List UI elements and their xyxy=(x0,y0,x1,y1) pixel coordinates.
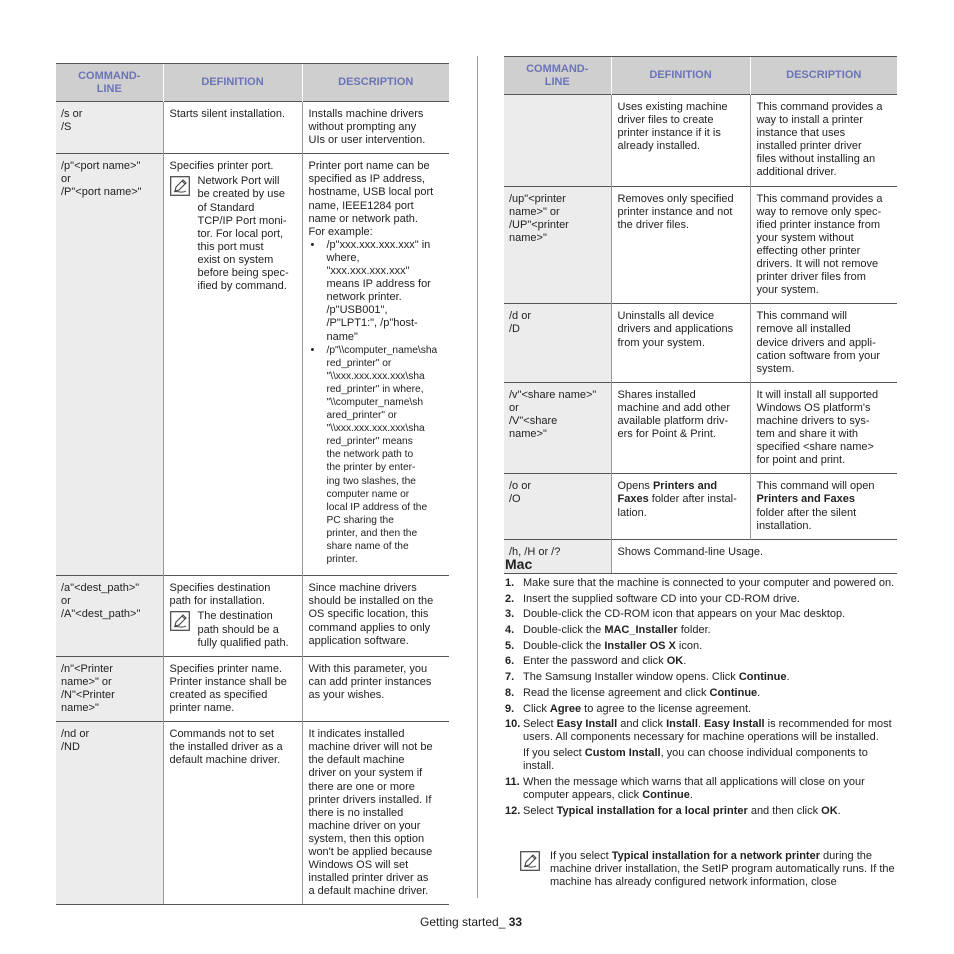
description-text: effecting other printer xyxy=(756,244,861,257)
description-cell xyxy=(750,186,897,304)
command-text: /S xyxy=(61,121,72,134)
note-text: tor. For local port, xyxy=(197,227,284,240)
definition-cell xyxy=(163,656,302,721)
command-text: /N"<Printer xyxy=(61,688,115,701)
description-text: application software. xyxy=(308,634,409,647)
description-text: Since machine drivers xyxy=(308,582,417,595)
mac-step xyxy=(505,655,897,668)
definition-text: path for installation. xyxy=(169,595,265,608)
step-number: 11. xyxy=(505,776,520,789)
definition-cell xyxy=(163,154,302,576)
note-text: If you select Typical installation for a network printer during the machine driver installation, the SetIP program automatically runs. If the machine has already configured network information, close xyxy=(550,850,895,889)
description-cell xyxy=(750,304,897,382)
definition-text: Specifies printer name. xyxy=(169,662,282,675)
command-text: /a"<dest_path>" xyxy=(61,582,140,595)
description-text: Printer port name can be xyxy=(308,160,430,173)
header-text: COMMAND- xyxy=(78,69,141,82)
definition-cell xyxy=(611,304,750,382)
definition-text: Specifies destination xyxy=(169,582,271,595)
example-text: means IP address for xyxy=(326,278,431,291)
note-text: The destination xyxy=(197,610,273,623)
table-row xyxy=(56,722,449,905)
command-text: /nd or xyxy=(61,728,90,741)
description-text: It will install all supported xyxy=(756,388,879,401)
example-text: where, xyxy=(326,251,360,264)
command-text: /D xyxy=(509,323,520,336)
example-text: red_printer" means xyxy=(326,436,413,448)
example-text: • /p"xxx.xxx.xxx.xxx" in xyxy=(326,238,431,251)
header-definition xyxy=(611,57,750,95)
table-row xyxy=(56,576,449,656)
command-text: /ND xyxy=(61,741,80,754)
example-text: red_printer" in where, xyxy=(326,383,424,395)
command-text: name>" xyxy=(509,231,547,244)
header-text: COMMAND- xyxy=(526,62,589,75)
table-header-row xyxy=(504,57,897,95)
mac-step xyxy=(505,624,897,637)
step-text: Click Agree to agree to the license agreement. xyxy=(523,702,752,715)
description-text: OS specific location, this xyxy=(308,608,429,621)
step-text: When the message which warns that all applications will close on your computer appears, click Continue. xyxy=(523,776,865,802)
description-text: way to remove only spec- xyxy=(756,205,882,218)
text-line: Opens Printers and xyxy=(617,480,718,493)
definition-cell xyxy=(611,186,750,304)
page-footer xyxy=(420,915,522,929)
step-number: 7. xyxy=(505,671,515,684)
example-text: printer. xyxy=(326,554,358,566)
command-cell xyxy=(56,576,163,656)
header-text: DEFINITION xyxy=(201,76,264,88)
description-text: a default machine driver. xyxy=(308,885,429,898)
description-text: additional driver. xyxy=(756,166,837,179)
header-description xyxy=(302,64,449,102)
description-text: UIs or user intervention. xyxy=(308,134,426,147)
step-text: Insert the supplied software CD into your CD-ROM drive. xyxy=(523,592,800,605)
definition-text: Uses existing machine xyxy=(617,101,728,113)
table-row xyxy=(504,95,897,187)
description-text: This command provides a xyxy=(756,101,883,113)
step-text: Make sure that the machine is connected to your computer and powered on. xyxy=(523,577,895,589)
note-pencil-icon xyxy=(170,611,190,631)
description-text: your system without xyxy=(756,231,854,244)
command-text: /d or xyxy=(509,310,532,323)
mac-step xyxy=(505,577,897,590)
example-text: • /p"\\computer_name\sha xyxy=(326,344,438,356)
description-text: printer drivers installed. If xyxy=(308,793,432,806)
description-text: there is no installed xyxy=(308,806,404,819)
definition-text: default machine driver. xyxy=(169,754,281,767)
table-row xyxy=(56,656,449,721)
command-text: name>" or xyxy=(509,205,560,218)
step-text: Read the license agreement and click Continue. xyxy=(523,686,761,699)
description-text: machine driver will not be xyxy=(308,741,433,754)
example-text: the network path to xyxy=(326,449,414,461)
header-command-line xyxy=(504,57,611,95)
table-header-row xyxy=(56,64,449,102)
text-line: Faxes folder after instal- xyxy=(617,493,737,506)
table-row xyxy=(56,102,449,154)
step-number: 2. xyxy=(505,592,515,605)
note-text: ified by command. xyxy=(197,280,287,293)
command-cell xyxy=(504,304,611,382)
command-text: /h, /H or /? xyxy=(509,545,561,558)
command-cell xyxy=(504,95,611,187)
description-text: way to install a printer xyxy=(756,114,863,127)
command-text: /n"<Printer xyxy=(61,662,113,675)
header-text: DEFINITION xyxy=(649,69,712,81)
description-text: can add printer instances xyxy=(308,675,432,688)
command-text: name>" xyxy=(61,702,99,715)
step-number: 1. xyxy=(505,577,515,589)
example-text: "\\computer_name\sh xyxy=(326,396,423,408)
description-text: without prompting any xyxy=(308,121,417,134)
definition-cell xyxy=(611,474,750,539)
example-text: red_printer" or xyxy=(326,357,392,369)
mac-step xyxy=(505,776,897,802)
example-text: network printer. xyxy=(326,291,402,304)
note-text: Network Port will xyxy=(197,175,280,188)
description-text: specified <share name> xyxy=(756,441,874,454)
mac-step xyxy=(505,593,897,606)
mac-step xyxy=(505,718,897,773)
header-text: DESCRIPTION xyxy=(338,76,414,88)
definition-cell xyxy=(163,102,302,154)
step-number: 9. xyxy=(505,702,515,715)
definition-text: printer instance if it is xyxy=(617,127,721,140)
text-line: lation. xyxy=(617,506,647,519)
network-printer-note xyxy=(520,850,900,889)
description-text: drivers. It will not remove xyxy=(756,258,879,271)
definition-text: the driver files. xyxy=(617,218,690,231)
definition-text: printer name. xyxy=(169,702,235,715)
step-number: 12. xyxy=(505,804,521,817)
description-text: for point and print. xyxy=(756,454,846,467)
definition-text: printer instance and not xyxy=(617,205,733,218)
header-text: DESCRIPTION xyxy=(786,69,862,81)
command-text: /p"<port name>" xyxy=(61,160,141,173)
definition-text: Starts silent installation. xyxy=(169,108,286,120)
command-cell xyxy=(504,186,611,304)
description-text: there are one or more xyxy=(308,780,415,793)
definition-text: already installed. xyxy=(617,140,701,153)
description-text: name, IEEE1284 port xyxy=(308,199,414,212)
step-text: Double-click the Installer OS X icon. xyxy=(523,639,703,652)
example-text: ing two slashes, the xyxy=(326,475,416,487)
note-text: fully qualified path. xyxy=(197,636,289,649)
command-text: name>" or xyxy=(61,675,112,688)
description-text: should be installed on the xyxy=(308,595,434,608)
mac-step xyxy=(505,608,897,621)
command-text: or xyxy=(61,173,71,186)
command-text: /s or xyxy=(61,108,83,120)
example-text: /P"LPT1:", /p"host- xyxy=(326,317,418,330)
mac-step xyxy=(505,805,897,818)
mac-heading: Mac xyxy=(505,556,533,572)
step-text: Select Easy Install and click Install. Easy Install is recommended for most users. All components necessary for machine operations will be installed. xyxy=(523,718,892,744)
step-number: 5. xyxy=(505,639,515,652)
description-cell xyxy=(302,722,449,905)
command-text: /A"<dest_path>" xyxy=(61,608,141,621)
description-text: It indicates installed xyxy=(308,728,405,741)
example-list xyxy=(309,239,444,566)
description-text: Installs machine drivers xyxy=(308,108,424,120)
definition-text: Shows Command-line Usage. xyxy=(617,545,764,558)
command-text: /v"<share name>" xyxy=(509,388,597,401)
description-text: device drivers and appli- xyxy=(756,336,876,349)
footer-section: Getting started_ xyxy=(420,915,509,929)
definition-text: Specifies printer port. xyxy=(169,160,274,173)
definition-note xyxy=(170,175,296,293)
definition-text: the installed driver as a xyxy=(169,741,283,754)
text-line: installation. xyxy=(756,519,812,532)
description-text: machine drivers to sys- xyxy=(756,414,870,427)
definition-text: Removes only specified xyxy=(617,192,734,205)
example-text: "xxx.xxx.xxx.xxx" xyxy=(326,265,410,278)
description-text: the default machine xyxy=(308,754,405,767)
description-cell xyxy=(750,382,897,474)
example-text: local IP address of the xyxy=(326,501,428,513)
note-text: exist on system xyxy=(197,253,274,266)
command-cell xyxy=(56,154,163,576)
note-pencil-icon xyxy=(170,176,190,196)
description-text: installed printer driver xyxy=(756,140,862,153)
description-text: cation software from your xyxy=(756,349,880,362)
note-text: be created by use xyxy=(197,188,285,201)
description-text: For example: xyxy=(308,225,373,238)
step-number: 6. xyxy=(505,655,515,668)
definition-text: machine and add other xyxy=(617,401,731,414)
example-text: "\\xxx.xxx.xxx.xxx\sha xyxy=(326,370,425,382)
header-text: LINE xyxy=(544,75,570,88)
step-number: 4. xyxy=(505,624,515,637)
example-item xyxy=(309,239,444,344)
table-row xyxy=(504,304,897,382)
definition-text: available platform driv- xyxy=(617,414,729,427)
step-text: Double-click the CD-ROM icon that appears on your Mac desktop. xyxy=(523,608,846,621)
example-text: /p"USB001", xyxy=(326,304,388,317)
description-text: tem and share it with xyxy=(756,428,858,441)
note-text: of Standard xyxy=(197,201,255,214)
step-text: Double-click the MAC_Installer folder. xyxy=(523,624,711,637)
description-text: printer driver files from xyxy=(756,271,866,284)
definition-text: Uninstalls all device xyxy=(617,310,715,323)
description-text: system. xyxy=(756,362,795,375)
description-text: With this parameter, you xyxy=(308,662,428,675)
table-row xyxy=(504,474,897,539)
description-cell xyxy=(302,102,449,154)
text-line: This command will open xyxy=(756,480,875,493)
note-text: before being spec- xyxy=(197,267,289,280)
definition-text: ers for Point & Print. xyxy=(617,428,716,441)
definition-text: driver files to create xyxy=(617,114,714,127)
note-text: path should be a xyxy=(197,623,279,636)
step-text: Enter the password and click OK. xyxy=(523,655,687,668)
description-text: your system. xyxy=(756,284,819,297)
command-text: name>" xyxy=(509,428,547,441)
definition-note xyxy=(170,610,296,649)
command-text: /UP"<printer xyxy=(509,218,569,231)
description-text: Windows OS platform's xyxy=(756,401,871,414)
example-text: "\\xxx.xxx.xxx.xxx\sha xyxy=(326,423,425,435)
example-item xyxy=(309,344,444,567)
note-pencil-icon xyxy=(520,851,540,871)
definition-text: Commands not to set xyxy=(169,728,275,741)
description-text: hostname, USB local port xyxy=(308,186,434,199)
description-text: This command provides a xyxy=(756,192,883,205)
text-line: Printers and Faxes xyxy=(756,493,855,506)
step-number: 8. xyxy=(505,686,515,699)
example-text: PC sharing the xyxy=(326,514,394,526)
description-text: Windows OS will set xyxy=(308,859,409,872)
mac-step xyxy=(505,671,897,684)
note-text: this port must xyxy=(197,240,264,253)
table-row xyxy=(504,186,897,304)
description-text: installed printer driver as xyxy=(308,872,429,885)
header-command-line xyxy=(56,64,163,102)
command-cell xyxy=(504,382,611,474)
example-text: printer, and then the xyxy=(326,527,418,539)
description-cell xyxy=(302,656,449,721)
definition-text: Printer instance shall be xyxy=(169,675,287,688)
description-text: remove all installed xyxy=(756,323,851,336)
header-definition xyxy=(163,64,302,102)
header-description xyxy=(750,57,897,95)
step-number: 10. xyxy=(505,718,521,731)
description-text: won't be applied because xyxy=(308,845,433,858)
definition-text: created as specified xyxy=(169,688,268,701)
column-divider xyxy=(477,56,478,898)
definition-cell xyxy=(163,722,302,905)
description-text: ified printer instance from xyxy=(756,218,880,231)
step-text: Select Typical installation for a local printer and then click OK. xyxy=(523,804,841,817)
command-cell xyxy=(56,102,163,154)
description-text: instance that uses xyxy=(756,127,846,140)
page-number: 33 xyxy=(508,915,523,929)
description-text: driver on your system if xyxy=(308,767,423,780)
table-row xyxy=(504,382,897,474)
description-text: as your wishes. xyxy=(308,688,385,701)
mac-step xyxy=(505,703,897,716)
step-subtext: If you select Custom Install, you can choose individual components to install. xyxy=(523,747,868,773)
definition-cell xyxy=(611,95,750,187)
command-text: or xyxy=(61,595,71,608)
description-text: files without installing an xyxy=(756,153,876,166)
text-line: folder after the silent xyxy=(756,506,857,519)
description-cell xyxy=(302,154,449,576)
description-text: This command will xyxy=(756,310,847,323)
description-text: system, then this option xyxy=(308,832,425,845)
definition-text: drivers and applications xyxy=(617,323,734,336)
command-text: /o or xyxy=(509,480,532,493)
command-text: or xyxy=(509,401,519,414)
mac-step xyxy=(505,640,897,653)
step-text: The Samsung Installer window opens. Click Continue. xyxy=(523,671,790,684)
description-text: machine driver on your xyxy=(308,819,421,832)
example-text: name" xyxy=(326,330,358,343)
example-text: share name of the xyxy=(326,541,409,552)
description-text: command applies to only xyxy=(308,621,431,634)
description-cell xyxy=(302,576,449,656)
mac-step xyxy=(505,687,897,700)
command-text: /V"<share xyxy=(509,414,558,427)
table-row xyxy=(56,154,449,576)
command-text: /O xyxy=(509,493,521,506)
step-number: 3. xyxy=(505,608,515,621)
mac-install-steps xyxy=(505,577,897,821)
example-text: computer name or xyxy=(326,488,410,500)
command-cell xyxy=(56,722,163,905)
command-text: /up"<printer xyxy=(509,192,566,205)
example-text: the printer by enter- xyxy=(326,462,416,474)
description-text: specified as IP address, xyxy=(308,173,426,186)
command-cell xyxy=(56,656,163,721)
header-text: LINE xyxy=(96,82,122,95)
description-cell xyxy=(750,474,897,539)
command-text: /P"<port name>" xyxy=(61,186,142,199)
definition-cell xyxy=(163,576,302,656)
definition-text: from your system. xyxy=(617,336,705,349)
note-text: TCP/IP Port moni- xyxy=(197,214,287,227)
command-cell xyxy=(504,474,611,539)
example-text: ared_printer" or xyxy=(326,410,397,422)
description-text: name or network path. xyxy=(308,212,418,225)
description-cell xyxy=(750,95,897,187)
definition-cell xyxy=(611,382,750,474)
definition-text: Shares installed xyxy=(617,388,696,401)
table-row xyxy=(504,539,897,573)
definition-cell xyxy=(611,539,897,573)
